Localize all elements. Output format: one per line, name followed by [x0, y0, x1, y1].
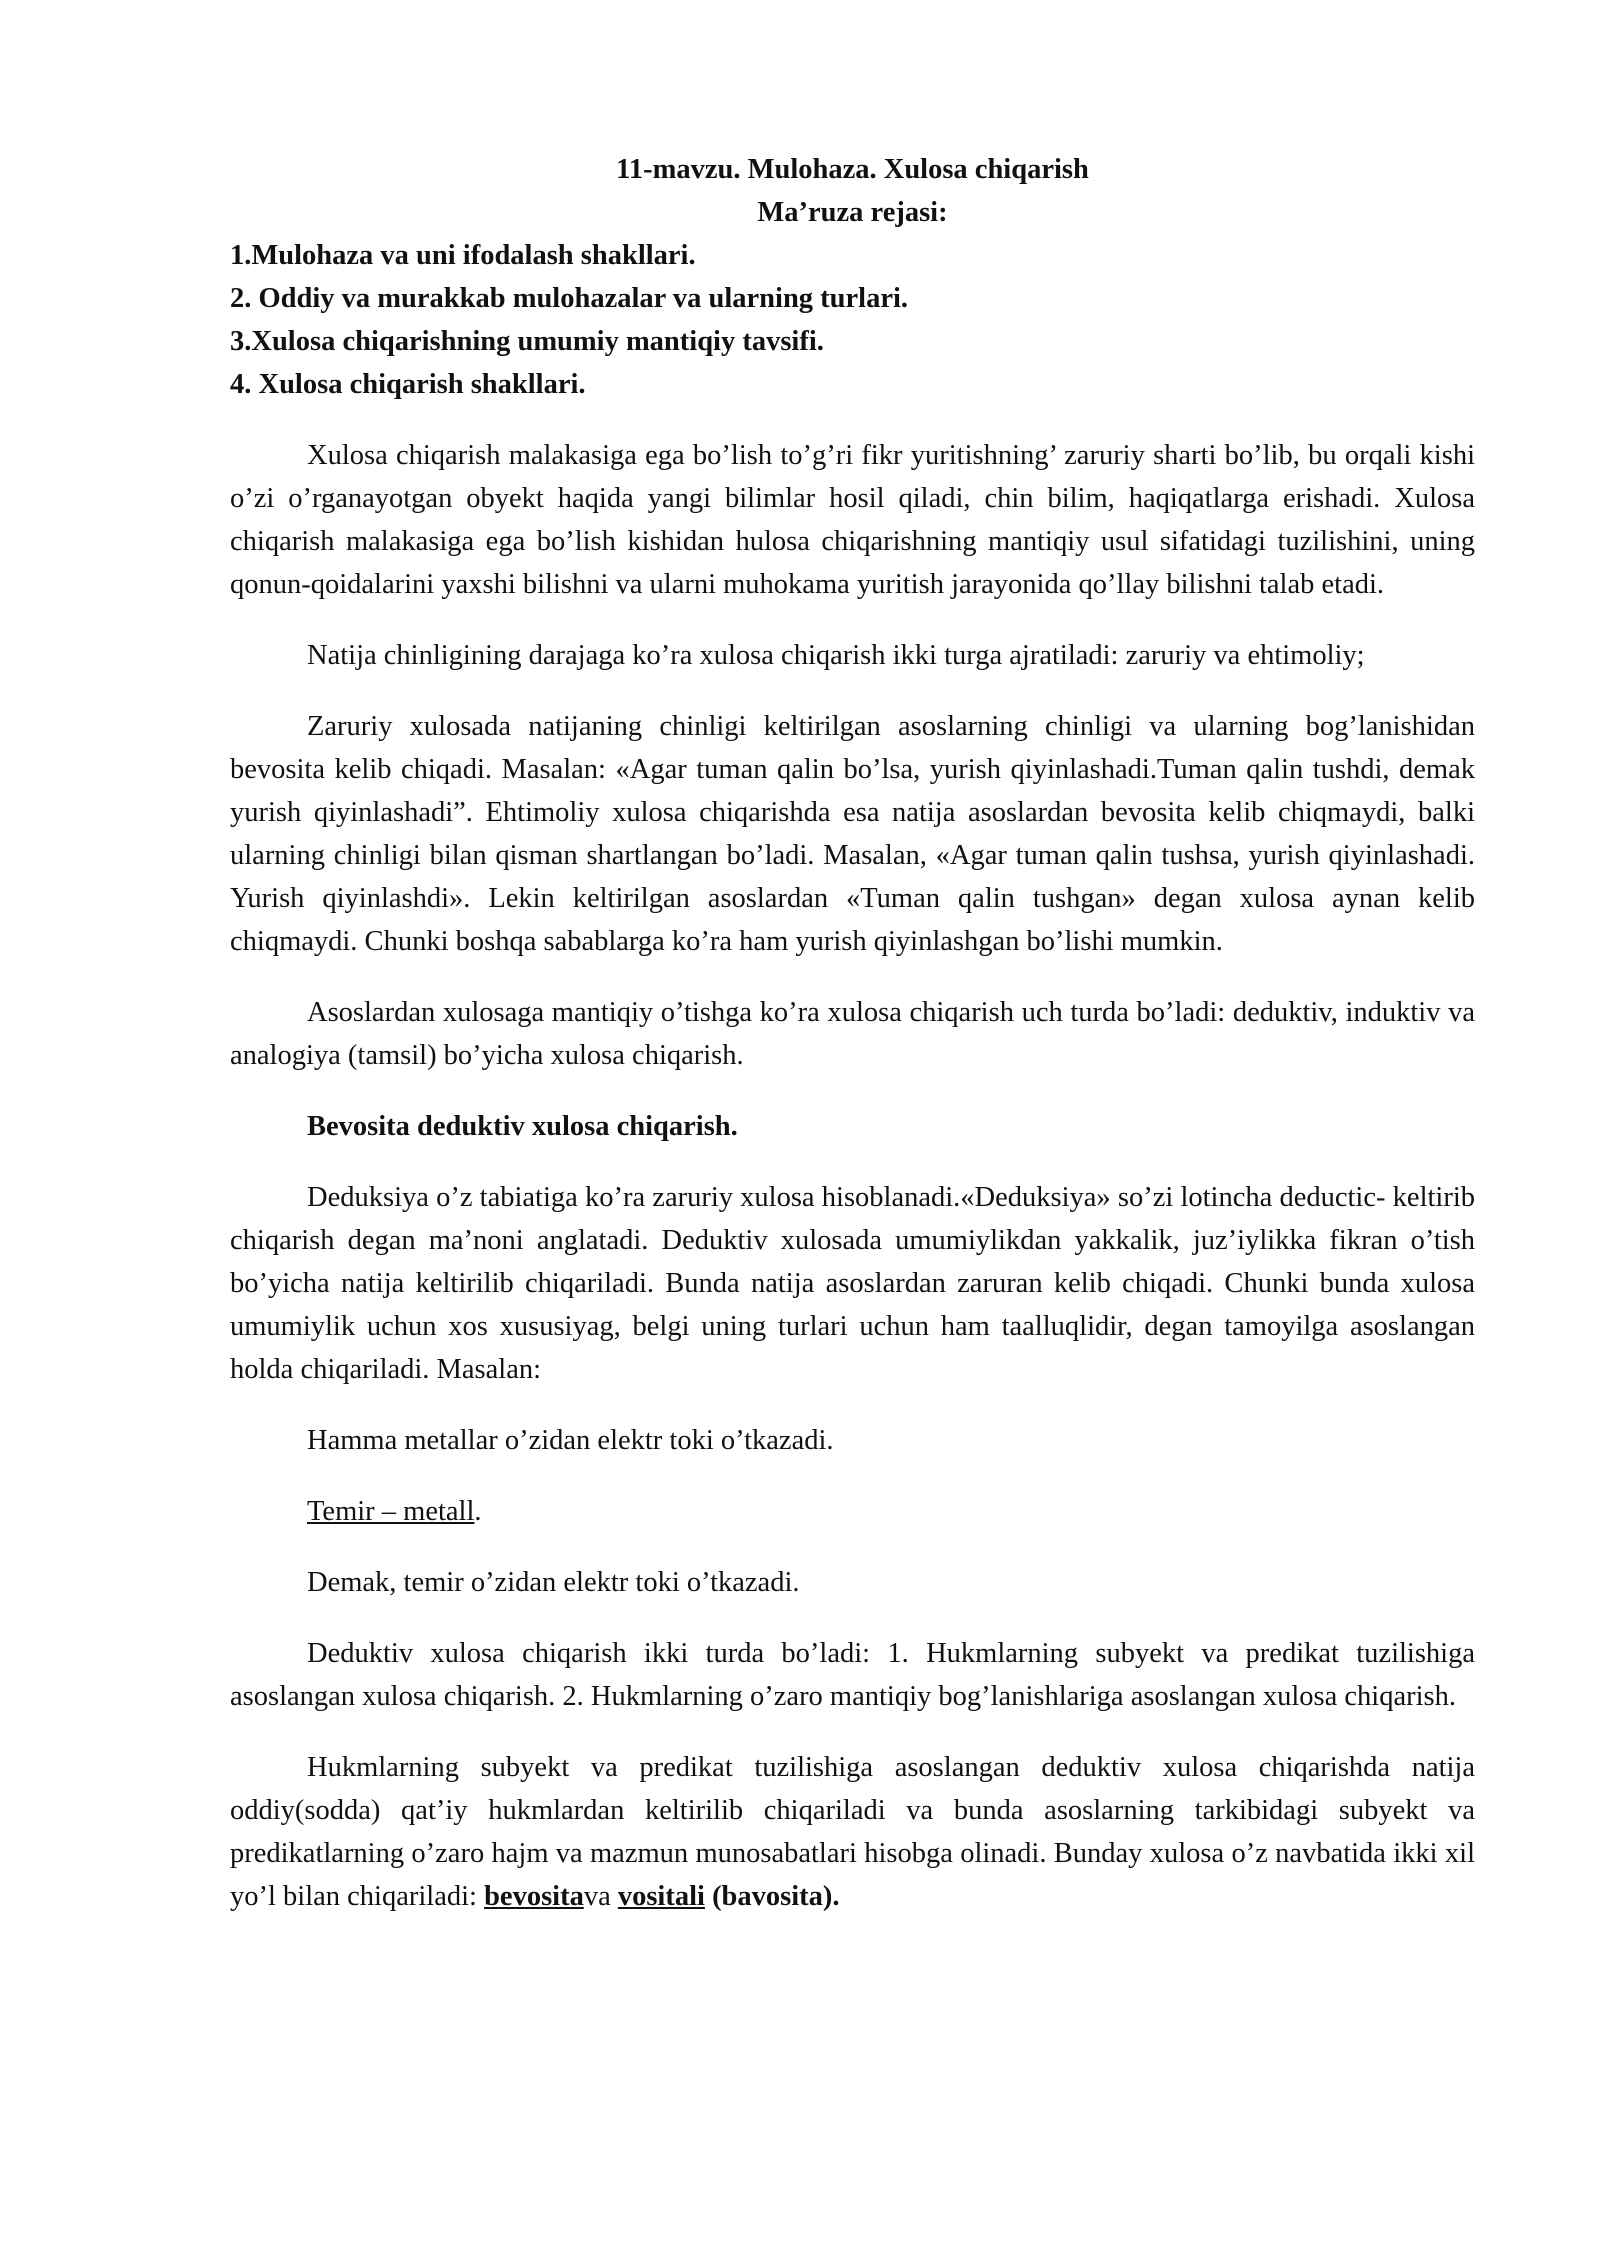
paragraph-1: Xulosa chiqarish malakasiga ega bo’lish to’g’ri fikr yuritishning’ zaruriy sharti bo’lib, bu orqali kishi o’zi o’rganayotgan obyekt haqida yangi bilimlar hosil qiladi, chin bilim, haqiqatlarga erishadi. Xulosa chiqarish malakasiga ega bo’lish kishidan hulosa chiqarishning mantiqiy usul sifatidagi tuzilishini, uning qonun-qoidalarini yaxshi bilishni va ularni muhokama yuritish jarayonida qo’llay bilishni talab etadi.	[230, 440, 1475, 600]
paragraph-7	[230, 1746, 1475, 1918]
example-line-3: Demak, temir o’zidan elektr toki o’tkazadi.	[307, 1567, 800, 1598]
example-line-1: Hamma metallar o’zidan elektr toki o’tkazadi.	[307, 1425, 834, 1456]
paragraph-5: Deduksiya o’z tabiatiga ko’ra zaruriy xulosa hisoblanadi.«Deduksiya» so’zi lotincha deductic- keltirib chiqarish degan ma’noni anglatadi. Deduktiv xulosada umumiylikdan yakkalik, juz’iylikka fikran o’tish bo’yicha natija keltirilib chiqariladi. Bunda natija asoslardan zaruran kelib chiqadi. Chunki bunda xulosa umumiylik uchun xos xususiyag, belgi uning turlari uchun ham taalluqlidir, degan tamoyilga asoslangan holda chiqariladi. Masalan:	[230, 1182, 1475, 1385]
document-page	[230, 148, 1475, 1946]
document-subtitle: Ma’ruza rejasi:	[757, 197, 948, 228]
paragraph-6: Deduktiv xulosa chiqarish ikki turda bo’ladi: 1. Hukmlarning subyekt va predikat tuzilishiga asoslangan xulosa chiqarish. 2. Hukmlarning o’zaro mantiqiy bog’lanishlariga asoslangan xulosa chiqarish.	[230, 1638, 1475, 1712]
paragraph-7-text: Hukmlarning subyekt va predikat tuzilishiga asoslangan deduktiv xulosa chiqarishda natija oddiy(sodda) qat’iy hukmlardan keltirilib chiqariladi va bunda asoslarning tarkibidagi subyekt va predikatlarning o’zaro hajm va mazmun munosabatlari hisobga olinadi. Bunday xulosa o’z navbatida ikki xil yo’l bilan chiqariladi:	[230, 1752, 1475, 1912]
document-title: 11-mavzu. Mulohaza. Xulosa chiqarish	[616, 154, 1089, 185]
term-bevosita: bevosita	[484, 1881, 584, 1912]
plan-item-4: 4. Xulosa chiqarish shakllari.	[230, 369, 586, 400]
example-line-2	[230, 1490, 1475, 1533]
paragraph-3: Zaruriy xulosada natijaning chinligi keltirilgan asoslarning chinligi va ularning bog’lanishidan bevosita kelib chiqadi. Masalan: «Agar tuman qalin bo’lsa, yurish qiyinlashadi.Tuman qalin tushdi, demak yurish qiyinlashadi”. Ehtimoliy xulosa chiqarishda esa natija asoslardan bevosita kelib chiqmaydi, balki ularning chinligi bilan qisman shartlangan bo’ladi. Masalan, «Agar tuman qalin tushsa, yurish qiyinlashadi. Yurish qiyinlashdi». Lekin keltirilgan asoslardan «Tuman qalin tushgan» degan xulosa aynan kelib chiqmaydi. Chunki boshqa sabablarga ko’ra ham yurish qiyinlashgan bo’lishi mumkin.	[230, 711, 1475, 957]
lecture-plan	[230, 234, 1475, 406]
paragraph-2: Natija chinligining darajaga ko’ra xulosa chiqarish ikki turga ajratiladi: zaruriy va ehtimoliy;	[307, 640, 1365, 671]
example-line-2-underlined: Temir – metall	[307, 1496, 475, 1527]
plan-item-3: 3.Xulosa chiqarishning umumiy mantiqiy tavsifi.	[230, 326, 824, 357]
term-vositali: vositali	[617, 1881, 705, 1912]
example-line-2-tail: .	[474, 1496, 482, 1527]
paragraph-4: Asoslardan xulosaga mantiqiy o’tishga ko’ra xulosa chiqarish uch turda bo’ladi: deduktiv, induktiv va analogiya (tamsil) bo’yicha xulosa chiqarish.	[230, 997, 1475, 1071]
paragraph-7-va: va	[583, 1881, 618, 1912]
section-heading: Bevosita deduktiv xulosa chiqarish.	[307, 1111, 738, 1142]
plan-item-2: 2. Oddiy va murakkab mulohazalar va ularning turlari.	[230, 283, 909, 314]
paragraph-7-tail: (bavosita).	[704, 1881, 840, 1912]
plan-item-1: 1.Mulohaza va uni ifodalash shakllari.	[230, 240, 696, 271]
